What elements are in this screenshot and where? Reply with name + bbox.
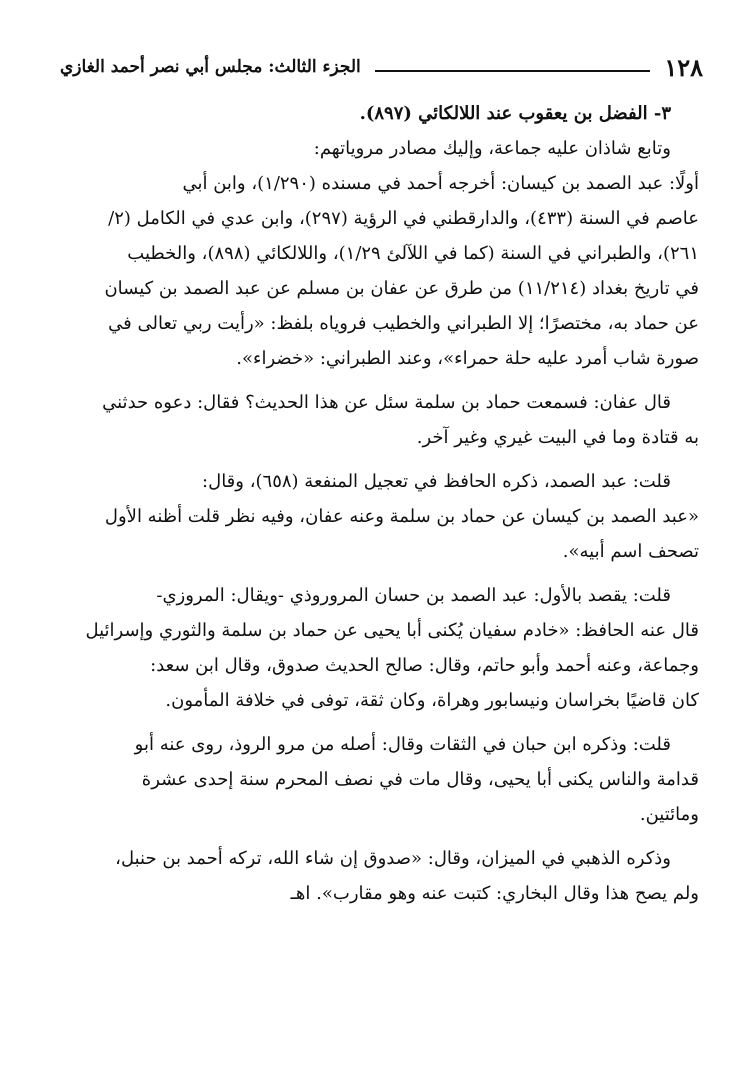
text-line: صورة شاب أمرد عليه حلة حمراء»، وعند الطبراني: «خضراء».: [236, 348, 699, 369]
text-line: ومائتين.: [639, 804, 699, 825]
paragraph-gap: [40, 455, 699, 464]
running-title: الجزء الثالث: مجلس أبي نصر أحمد الغازي: [60, 57, 361, 77]
text-line: تصحف اسم أبيه».: [562, 541, 699, 562]
text-line: قلت: يقصد بالأول: عبد الصمد بن حسان المروروذي -ويقال: المروزي-: [156, 585, 671, 606]
text-line: في تاريخ بغداد (١١/٢١٤) من طرق عن عفان بن مسلم عن عبد الصمد بن كيسان: [104, 278, 699, 299]
paragraph-gap: [40, 718, 699, 727]
page-number: ١٢٨: [664, 52, 703, 82]
text-line: وجماعة، وعنه أحمد وأبو حاتم، وقال: صالح الحديث صدوق، وقال ابن سعد:: [150, 655, 699, 676]
paragraph-gap: [40, 832, 699, 841]
text-line: أولًا: عبد الصمد بن كيسان: أخرجه أحمد في مسنده (١/٢٩٠)، وابن أبي: [182, 173, 699, 194]
text-line: وتابع شاذان عليه جماعة، وإليك مصادر مروياتهم:: [313, 138, 671, 159]
header-rule: [375, 70, 651, 72]
text-line: عاصم في السنة (٤٣٣)، والدارقطني في الرؤية (٢٩٧)، وابن عدي في الكامل (٢/: [108, 208, 699, 229]
text-line: قال عنه الحافظ: «خادم سفيان يُكنى أبا يحيى عن حماد بن سلمة والثوري وإسرائيل: [85, 620, 699, 641]
paragraph-gap: [40, 569, 699, 578]
text-line: به قتادة وما في البيت غيري وغير آخر.: [416, 427, 699, 448]
text-line: كان قاضيًا بخراسان ونيسابور وهراة، وكان ثقة، توفى في خلافة المأمون.: [165, 690, 699, 711]
text-line: قدامة والناس يكنى أبا يحيى، وقال مات في نصف المحرم سنة إحدى عشرة: [141, 769, 699, 790]
text-line: قلت: وذكره ابن حبان في الثقات وقال: أصله من مرو الروذ، روى عنه أبو: [134, 734, 671, 755]
text-line: «عبد الصمد بن كيسان عن حماد بن سلمة وعنه عفان، وفيه نظر قلت أظنه الأول: [104, 506, 699, 527]
text-line: قلت: عبد الصمد، ذكره الحافظ في تعجيل المنفعة (٦٥٨)، وقال:: [202, 471, 671, 492]
text-line: قال عفان: فسمعت حماد بن سلمة سئل عن هذا الحديث؟ فقال: دعوه حدثني: [102, 392, 671, 413]
text-line: عن حماد به، مختصرًا؛ إلا الطبراني والخطيب فروياه بلفظ: «رأيت ربي تعالى في: [108, 313, 699, 334]
paragraph-gap: [40, 376, 699, 385]
page-header: [60, 52, 703, 82]
page-body: [40, 96, 699, 911]
text-line: ٢٦١)، والطبراني في السنة (كما في اللآلئ ١/٢٩)، واللالكائي (٨٩٨)، والخطيب: [127, 243, 699, 264]
text-line: ولم يصح هذا وقال البخاري: كتبت عنه وهو مقارب». اهـ: [290, 883, 699, 904]
text-line: وذكره الذهبي في الميزان، وقال: «صدوق إن شاء الله، تركه أحمد بن حنبل،: [115, 848, 671, 869]
text-line: ٣- الفضل بن يعقوب عند اللالكائي (٨٩٧).: [359, 103, 671, 124]
